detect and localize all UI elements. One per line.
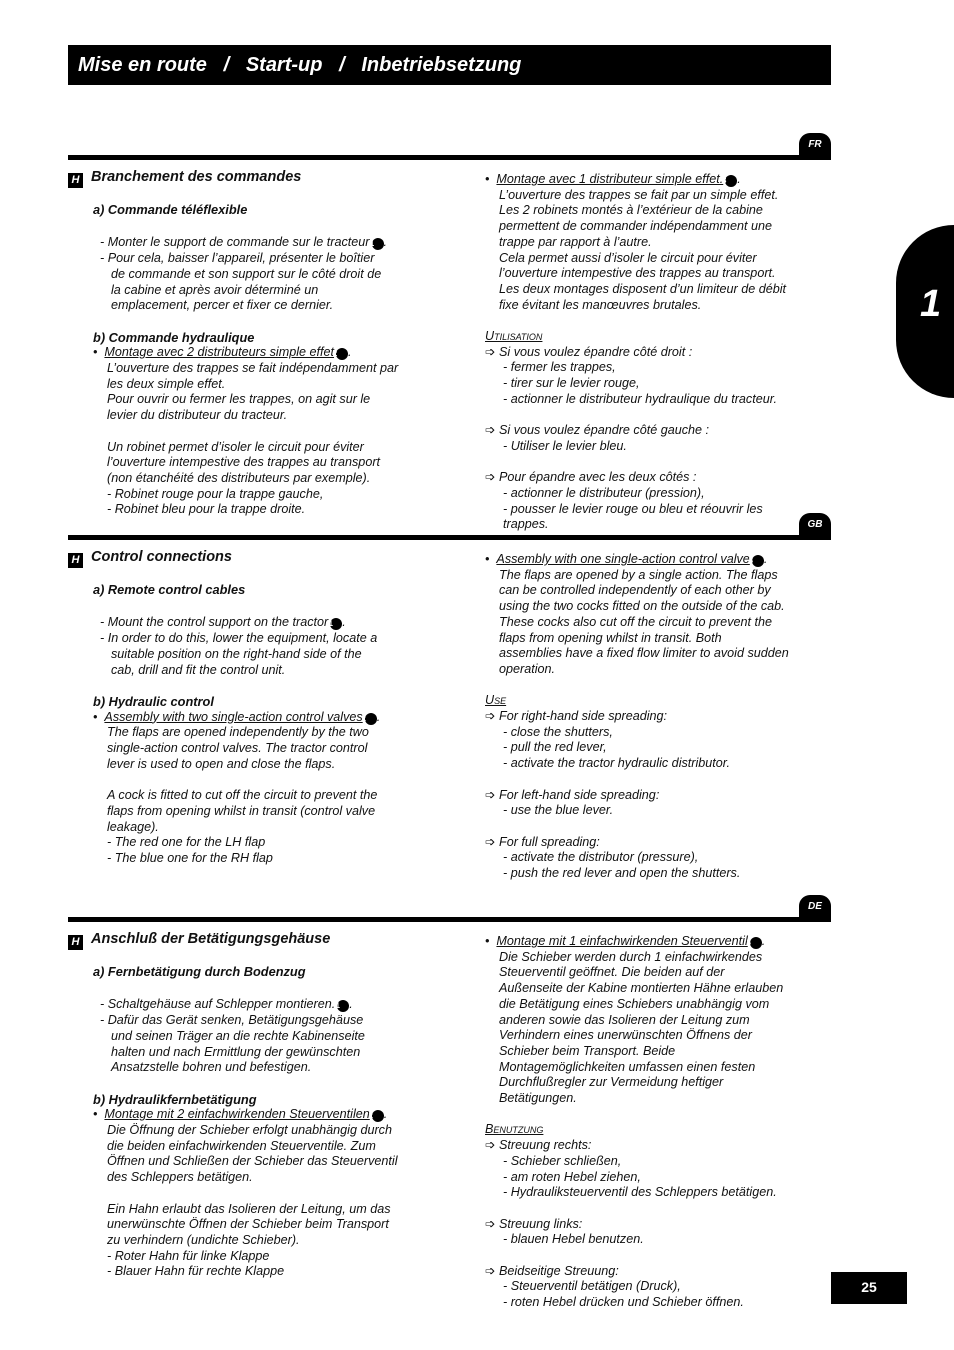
- chapter-tab: [896, 225, 954, 398]
- subheading-a: a) Commande téléflexible: [93, 202, 248, 217]
- right-column: • Montage avec 1 distributeur simple effet.3 . L’ouverture des trappes se fait par un simple effet. Les 2 robinets montés à l’extérieur de la cabine permettent de commander indépendamment une trappe par rapport à l’autre. Cela permet aussi d’isoler le circuit pour éviter l’ouverture intempestive des trappes au transport. Les deux montages disposent d’un limiteur de débit fixe évitant les manœuvres brutales. Utilisation ➩ Si vous voulez épandre côté droit : - fermer les trappes, - tirer sur le levier rouge, - actionner le distributeur hydraulique du tracteur. ➩ Si vous voulez épandre côté gauche : - Utiliser le levier bleu. ➩ Pour épandre avec les deux côtés : - actionner le distributeur (pression), - pousser le levier rouge ou bleu et réouvrir les trappes.: [485, 172, 825, 533]
- circled-1-icon: 1: [372, 238, 384, 250]
- text-line: l’ouverture intempestive des trappes au transport: [107, 455, 381, 470]
- right-side-label: Si vous voulez épandre côté droit :: [499, 344, 693, 359]
- use-heading: Utilisation: [485, 329, 543, 344]
- section-heading: Control connections: [91, 549, 232, 565]
- text-line: - Roter Hahn für linke Klappe: [107, 1248, 270, 1263]
- text-line: Cela permet aussi d’isoler le circuit pour éviter: [499, 250, 757, 265]
- text-line: flaps from opening whilst in transit (control valve: [107, 803, 376, 818]
- text-line: emplacement, percer et fixer ce dernier.: [111, 298, 334, 313]
- text-line: Die Öffnung der Schieber erfolgt unabhängig durch: [107, 1123, 392, 1137]
- text-line: de commande et son support sur le côté droit de: [111, 266, 382, 281]
- right-column: • Montage mit 1 einfachwirkenden Steuerventil3 . Die Schieber werden durch 1 einfachwirkendes Steuerventil geöffnet. Die beiden auf der Außenseite der Kabine montierten Hähne erlauben die Betätigung eines Schiebers unabhängig vom anderen sowie das Isolieren der Leitung zum Verhindern eines unerwünschten Öffnens der Schieber beim Transport. Beide Montagemöglichkeiten umfassen einen festen Durchflußregler zur Vermeidung heftiger Betätigungen. Benutzung ➩ Streuung rechts: - Schieber schließen, - am roten Hebel ziehen, - Hydrauliksteuerventil des Schleppers betätigen. ➩ Streuung links: - blauen Hebel benutzen. ➩ Beidseitige Streuung: - Steuerventil betätigen (Druck), - roten Hebel drücken und Schieber öffnen.: [485, 934, 825, 1311]
- text-line: zu verhindern (undichte Schieber).: [107, 1232, 300, 1247]
- text-line: Betätigungen.: [499, 1091, 577, 1106]
- text-line: - roten Hebel drücken und Schieber öffnen.: [503, 1295, 744, 1310]
- text-line: - fermer les trappes,: [503, 360, 616, 375]
- text-line: - pousser le levier rouge ou bleu et réouvrir les: [503, 501, 763, 516]
- text-line: und seinen Träger an die rechte Kabinenseite: [111, 1028, 365, 1043]
- text-line: - Steuerventil betätigen (Druck),: [503, 1279, 681, 1294]
- language-tab: DE: [799, 895, 831, 917]
- h-box-icon: H: [68, 553, 83, 568]
- both-sides-label: Pour épandre avec les deux côtés :: [499, 470, 697, 485]
- text-line: unerwünschte Öffnen der Schieber beim Transport: [107, 1217, 389, 1232]
- text-line: suitable position on the right-hand side of the: [111, 646, 362, 661]
- text-line: - Utiliser le levier bleu.: [503, 438, 627, 453]
- circled-3-icon: 3: [750, 937, 762, 949]
- circled-2-icon: 2: [365, 713, 377, 725]
- use-heading: Benutzung: [485, 1122, 544, 1137]
- text-line: Steuerventil geöffnet. Die beiden auf der: [499, 965, 725, 980]
- subheading-b: b) Hydraulikfernbetätigung: [93, 1091, 257, 1107]
- page-title: Mise en route / Start-up / Inbetriebsetzung: [68, 45, 831, 85]
- language-tab: GB: [799, 513, 831, 535]
- text-line: permettent de commander indépendamment une: [499, 219, 773, 234]
- text-line: L’ouverture des trappes se fait indépendamment par: [107, 361, 399, 375]
- language-tab: FR: [799, 133, 831, 155]
- circled-2-icon: 2: [372, 1110, 384, 1122]
- circled-2-icon: 2: [336, 348, 348, 360]
- text-line: Ansatzstelle bohren und befestigen.: [111, 1060, 312, 1075]
- arrow-icon: ➩: [485, 423, 496, 438]
- arrow-icon: ➩: [485, 709, 496, 724]
- arrow-icon: ➩: [485, 834, 496, 849]
- section-heading: Anschluß der Betätigungsgehäuse: [91, 931, 331, 947]
- text-line: la cabine et après avoir déterminé un: [111, 282, 319, 297]
- text-line: - Schieber schließen,: [503, 1153, 622, 1168]
- text-line: Öffnen und Schließen der Schieber das Steuerventil: [107, 1154, 398, 1169]
- h-box-icon: H: [68, 173, 83, 188]
- text-line: - activate the tractor hydraulic distributor.: [503, 756, 731, 771]
- text-line: Montagemöglichkeiten umfassen einen festen: [499, 1059, 756, 1074]
- assembly-link: Montage mit 2 einfachwirkenden Steuerventilen: [104, 1107, 370, 1122]
- text-line: single-action control valves. The tractor control: [107, 741, 368, 755]
- text-line: Schieber beim Transport. Beide: [499, 1043, 676, 1058]
- subheading-a: a) Remote control cables: [93, 582, 246, 597]
- right-side-label: For right-hand side spreading:: [499, 709, 668, 724]
- text-line: - Blauer Hahn für rechte Klappe: [107, 1264, 285, 1279]
- text-line: can be controlled independently of each other by: [499, 583, 771, 598]
- text-line: Pour ouvrir ou fermer les trappes, on agit sur le: [107, 392, 371, 407]
- text-line: assemblies have a fixed flow limiter to avoid sudden: [499, 646, 789, 661]
- text-line: - Robinet bleu pour la trappe droite.: [107, 502, 306, 517]
- section-rule: [68, 535, 831, 540]
- arrow-icon: ➩: [485, 1138, 496, 1153]
- assembly-link: Assembly with one single-action control valve: [496, 552, 750, 566]
- text-line: The flaps are opened by a single action. The flaps: [499, 567, 778, 582]
- text-line: using the two cocks fitted on the outside of the cab.: [499, 599, 785, 614]
- h-box-icon: H: [68, 935, 83, 950]
- text-line: The flaps are opened independently by the two: [107, 725, 369, 740]
- text-line: - The blue one for the RH flap: [107, 850, 273, 865]
- text-line: flaps from opening whilst in transit. Both: [499, 630, 722, 645]
- text-line: - Hydrauliksteuerventil des Schleppers betätigen.: [503, 1185, 777, 1200]
- text-line: L’ouverture des trappes se fait par un simple effet.: [499, 187, 779, 202]
- arrow-icon: ➩: [485, 1263, 496, 1278]
- text-line: l’ouverture intempestive des trappes au transport.: [499, 266, 776, 281]
- step-text: Monter le support de commande sur le tracteur: [107, 235, 370, 250]
- assembly-link: Montage avec 2 distributeurs simple effet: [104, 345, 335, 360]
- both-sides-label: For full spreading:: [499, 834, 600, 849]
- assembly-link: Montage mit 1 einfachwirkenden Steuerventil: [496, 934, 748, 948]
- text-line: - tirer sur le levier rouge,: [503, 376, 640, 391]
- text-line: - blauen Hebel benutzen.: [503, 1232, 644, 1247]
- both-sides-label: Beidseitige Streuung:: [499, 1263, 619, 1278]
- left-side-label: For left-hand side spreading:: [499, 787, 660, 802]
- text-line: Ein Hahn erlaubt das Isolieren der Leitung, um das: [107, 1201, 391, 1216]
- text-line: - activate the distributor (pressure),: [503, 850, 699, 865]
- subheading-a: a) Fernbetätigung durch Bodenzug: [93, 964, 306, 979]
- circled-1-icon: 1: [330, 618, 342, 630]
- text-line: fixe évitant les manœuvres brutales.: [499, 297, 702, 312]
- arrow-icon: ➩: [485, 787, 496, 802]
- section-heading: Branchement des commandes: [91, 169, 302, 185]
- text-line: In order to do this, lower the equipment, locate a: [107, 631, 378, 646]
- arrow-icon: ➩: [485, 344, 496, 359]
- text-line: Die Schieber werden durch 1 einfachwirkendes: [499, 949, 763, 964]
- left-side-label: Si vous voulez épandre côté gauche :: [499, 423, 710, 438]
- text-line: anderen sowie das Isolieren der Leitung zum: [499, 1012, 750, 1027]
- step-text: Mount the control support on the tractor: [107, 615, 329, 630]
- text-line: - close the shutters,: [503, 724, 613, 739]
- text-line: lever is used to open and close the flaps.: [107, 756, 336, 771]
- assembly-link: Assembly with two single-action control valves: [104, 709, 363, 724]
- text-line: levier du distributeur du tracteur.: [107, 408, 288, 423]
- subheading-b: b) Hydraulic control: [93, 693, 214, 709]
- text-line: Außenseite der Kabine montierten Hähne erlauben: [499, 981, 784, 996]
- circled-3-icon: 3: [725, 175, 737, 187]
- text-line: die beiden einfachwirkenden Steuerventile. Zum: [107, 1138, 376, 1153]
- circled-1-icon: 1: [337, 1000, 349, 1012]
- right-column: • Assembly with one single-action control valve3 . The flaps are opened by a single action. The flaps can be controlled independently of each other by using the two cocks fitted on the outside of the cab. These cocks also cut off the circuit to prevent the flaps from opening whilst in transit. Both assemblies have a fixed flow limiter to avoid sudden operation. Use ➩ For right-hand side spreading: - close the shutters, - pull the red lever, - activate the tractor hydraulic distributor. ➩ For left-hand side spreading: - use the blue lever. ➩ For full spreading: - activate the distributor (pressure), - push the red lever and open the shutters.: [485, 552, 825, 882]
- text-line: - am roten Hebel ziehen,: [503, 1169, 641, 1184]
- text-line: - use the blue lever.: [503, 803, 614, 818]
- text-line: Les 2 robinets montés à l’extérieur de la cabine: [499, 203, 763, 218]
- text-line: - Robinet rouge pour la trappe gauche,: [107, 486, 324, 501]
- text-line: (non étanchéité des distributeurs par exemple).: [107, 470, 371, 485]
- text-line: trappe par rapport à l’autre.: [499, 234, 652, 249]
- text-line: die Betätigung eines Schiebers unabhängig vom: [499, 996, 770, 1011]
- text-line: Pour cela, baisser l’appareil, présenter le boîtier: [107, 251, 375, 266]
- page-number: 25: [831, 1272, 907, 1304]
- text-line: - The red one for the LH flap: [107, 835, 266, 850]
- circled-3-icon: 3: [752, 555, 764, 567]
- text-line: leakage).: [107, 819, 159, 834]
- text-line: les deux simple effet.: [107, 376, 226, 391]
- section-rule: [68, 155, 831, 160]
- right-side-label: Streuung rechts:: [499, 1138, 592, 1153]
- left-column: H Control connections a) Remote control cables - Mount the control support on the tractor1 . - In order to do this, lower the equipment, locate a suitable position on the right-hand side of the cab, drill and fit the control unit. b) Hydraulic control • Assembly with two single-action control valves2 . The flaps are opened independently by the two single-action control valves. The tractor control lever is used to open and close the flaps. A cock is fitted to cut off the circuit to prevent the flaps from opening whilst in transit (control valve leakage). - The red one for the LH flap - The blue one for the RH flap: [68, 548, 428, 867]
- text-line: Un robinet permet d’isoler le circuit pour éviter: [107, 439, 364, 454]
- text-line: Les deux montages disposent d’un limiteur de débit: [499, 281, 787, 296]
- chapter-number: 1: [920, 283, 942, 325]
- section-rule: [68, 917, 831, 922]
- text-line: - push the red lever and open the shutters.: [503, 866, 741, 881]
- text-line: Durchflußregler zur Vermeidung heftiger: [499, 1075, 724, 1090]
- text-line: Dafür das Gerät senken, Betätigungsgehäuse: [107, 1013, 364, 1028]
- text-line: des Schleppers betätigen.: [107, 1170, 253, 1185]
- text-line: A cock is fitted to cut off the circuit to prevent the: [107, 788, 378, 803]
- arrow-icon: ➩: [485, 470, 496, 485]
- text-line: - actionner le distributeur hydraulique du tracteur.: [503, 391, 777, 406]
- text-line: halten und nach Ermittlung der gewünschten: [111, 1044, 361, 1059]
- text-line: These cocks also cut off the circuit to prevent the: [499, 614, 772, 629]
- text-line: - pull the red lever,: [503, 740, 607, 755]
- left-column: H Branchement des commandes a) Commande téléflexible - Monter le support de commande sur le tracteur1 . - Pour cela, baisser l’appareil, présenter le boîtier de commande et son support sur le côté droit de la cabine et après avoir déterminé un emplacement, percer et fixer ce dernier. b) Commande hydraulique • Montage avec 2 distributeurs simple effet2 . L’ouverture des trappes se fait indépendamment par les deux simple effet. Pour ouvrir ou fermer les trappes, on agit sur le levier du distributeur du tracteur. Un robinet permet d’isoler le circuit pour éviter l’ouverture intempestive des trappes au transport (non étanchéité des distributeurs par exemple). - Robinet rouge pour la trappe gauche, - Robinet bleu pour la trappe droite.: [68, 168, 428, 518]
- text-line: operation.: [499, 661, 556, 676]
- step-text: Schaltgehäuse auf Schlepper montieren.: [107, 997, 336, 1012]
- subheading-b: b) Commande hydraulique: [93, 329, 255, 345]
- arrow-icon: ➩: [485, 1216, 496, 1231]
- text-line: cab, drill and fit the control unit.: [111, 662, 286, 677]
- left-side-label: Streuung links:: [499, 1216, 583, 1231]
- text-line: trappes.: [503, 517, 549, 532]
- assembly-link: Montage avec 1 distributeur simple effet.: [496, 172, 724, 186]
- text-line: - actionner le distributeur (pression),: [503, 486, 705, 501]
- use-heading: Use: [485, 693, 507, 708]
- text-line: Verhindern eines unerwünschten Öffnens der: [499, 1028, 752, 1043]
- left-column: H Anschluß der Betätigungsgehäuse a) Fernbetätigung durch Bodenzug - Schaltgehäuse auf Schlepper montieren.1 . - Dafür das Gerät senken, Betätigungsgehäuse und seinen Träger an die rechte Kabinenseite halten und nach Ermittlung der gewünschten Ansatzstelle bohren und befestigen. b) Hydraulikfernbetätigung • Montage mit 2 einfachwirkenden Steuerventilen2 . Die Öffnung der Schieber erfolgt unabhängig durch die beiden einfachwirkenden Steuerventile. Zum Öffnen und Schließen der Schieber das Steuerventil des Schleppers betätigen. Ein Hahn erlaubt das Isolieren der Leitung, um das unerwünschte Öffnen der Schieber beim Transport zu verhindern (undichte Schieber). - Roter Hahn für linke Klappe - Blauer Hahn für rechte Klappe: [68, 930, 428, 1280]
